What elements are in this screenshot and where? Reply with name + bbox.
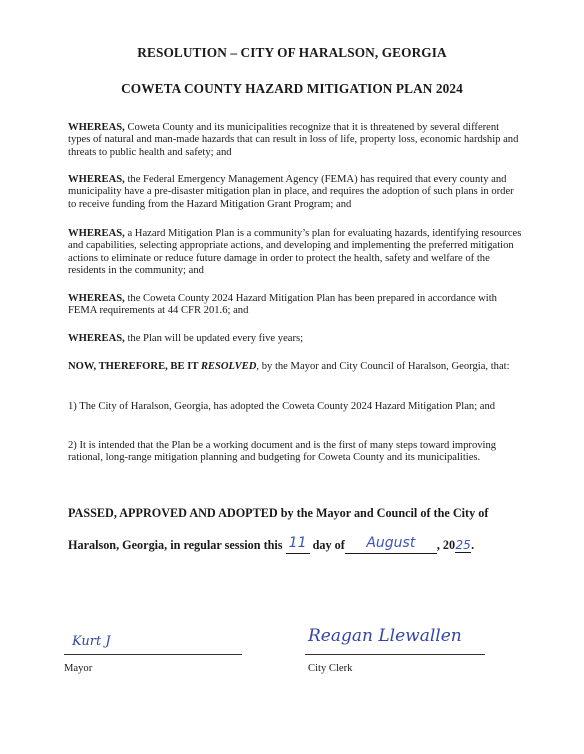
whereas-paragraph [68, 333, 524, 345]
whereas-text: the Plan will be updated every five years; [124, 333, 304, 344]
resolved-text: , by the Mayor and City Council of Haralson, Georgia, that: [256, 361, 510, 372]
whereas-paragraph [68, 293, 524, 318]
resolved-lead: NOW, THEREFORE, BE IT [68, 361, 201, 372]
day-handwritten: 11 [288, 535, 307, 551]
whereas-lead: WHEREAS, [68, 174, 125, 185]
day-field [286, 537, 310, 554]
passed-day-of-text: day of [312, 538, 345, 552]
page-subtitle: COWETA COUNTY HAZARD MITIGATION PLAN 2024 [121, 81, 463, 96]
whereas-paragraph [68, 174, 524, 211]
resolution-item: 1) The City of Haralson, Georgia, has adopted the Coweta County 2024 Hazard Mitigation Plan; and [68, 401, 496, 412]
year-handwritten: 25 [455, 538, 471, 552]
clerk-signature: Reagan Llewallen [308, 626, 462, 646]
resolution-item: 2) It is intended that the Plan be a working document and is the first of many steps toward improving rational, long-range mitigation planning and budgeting for Coweta County and its municipalities. [68, 440, 497, 464]
passed-year-prefix: , 20 [436, 538, 456, 552]
whereas-text: the Coweta County 2024 Hazard Mitigation Plan has been prepared in accordance with FEMA requirements at 44 CFR 201.6; and [68, 293, 497, 317]
whereas-lead: WHEREAS, [68, 333, 125, 344]
passed-line-1: PASSED, APPROVED AND ADOPTED by the Mayor and Council of the City of [68, 506, 489, 520]
passed-line-2 [68, 537, 538, 554]
whereas-paragraph [68, 122, 524, 159]
resolved-emphasis: RESOLVED [200, 361, 257, 372]
passed-session-text: Haralson, Georgia, in regular session this [68, 538, 283, 552]
page-title: RESOLUTION – CITY OF HARALSON, GEORGIA [137, 45, 447, 60]
clerk-signature-line [305, 654, 485, 655]
month-field [345, 537, 437, 554]
whereas-lead: WHEREAS, [68, 228, 125, 239]
whereas-text: the Federal Emergency Management Agency (FEMA) has required that every county and municipality have a pre-disaster mitigation plan in place, and requires the adoption of such plans in order to receive funding from the Hazard Mitigation Grant Program; and [68, 174, 514, 210]
whereas-text: Coweta County and its municipalities recognize that it is threatened by several different types of natural and man-made hazards that can result in loss of life, property loss, economic hardship and threats to public health and safety; and [68, 122, 519, 158]
mayor-label: Mayor [64, 663, 93, 674]
whereas-lead: WHEREAS, [68, 122, 125, 133]
resolved-paragraph [68, 361, 524, 373]
month-handwritten: August [366, 535, 416, 551]
mayor-signature-line [64, 654, 242, 655]
clerk-label: City Clerk [308, 663, 353, 674]
whereas-lead: WHEREAS, [68, 293, 125, 304]
whereas-paragraph [68, 228, 524, 278]
whereas-text: a Hazard Mitigation Plan is a community’s plan for evaluating hazards, identifying resources and capabilities, selecting appropriate actions, and developing and implementing the preferred mitigation actions to eliminate or reduce future damage in order to protect the health, safety and welfare of the residents in the community; and [68, 228, 522, 277]
mayor-signature: Kurt J [72, 634, 111, 649]
passed-period: . [471, 538, 475, 552]
